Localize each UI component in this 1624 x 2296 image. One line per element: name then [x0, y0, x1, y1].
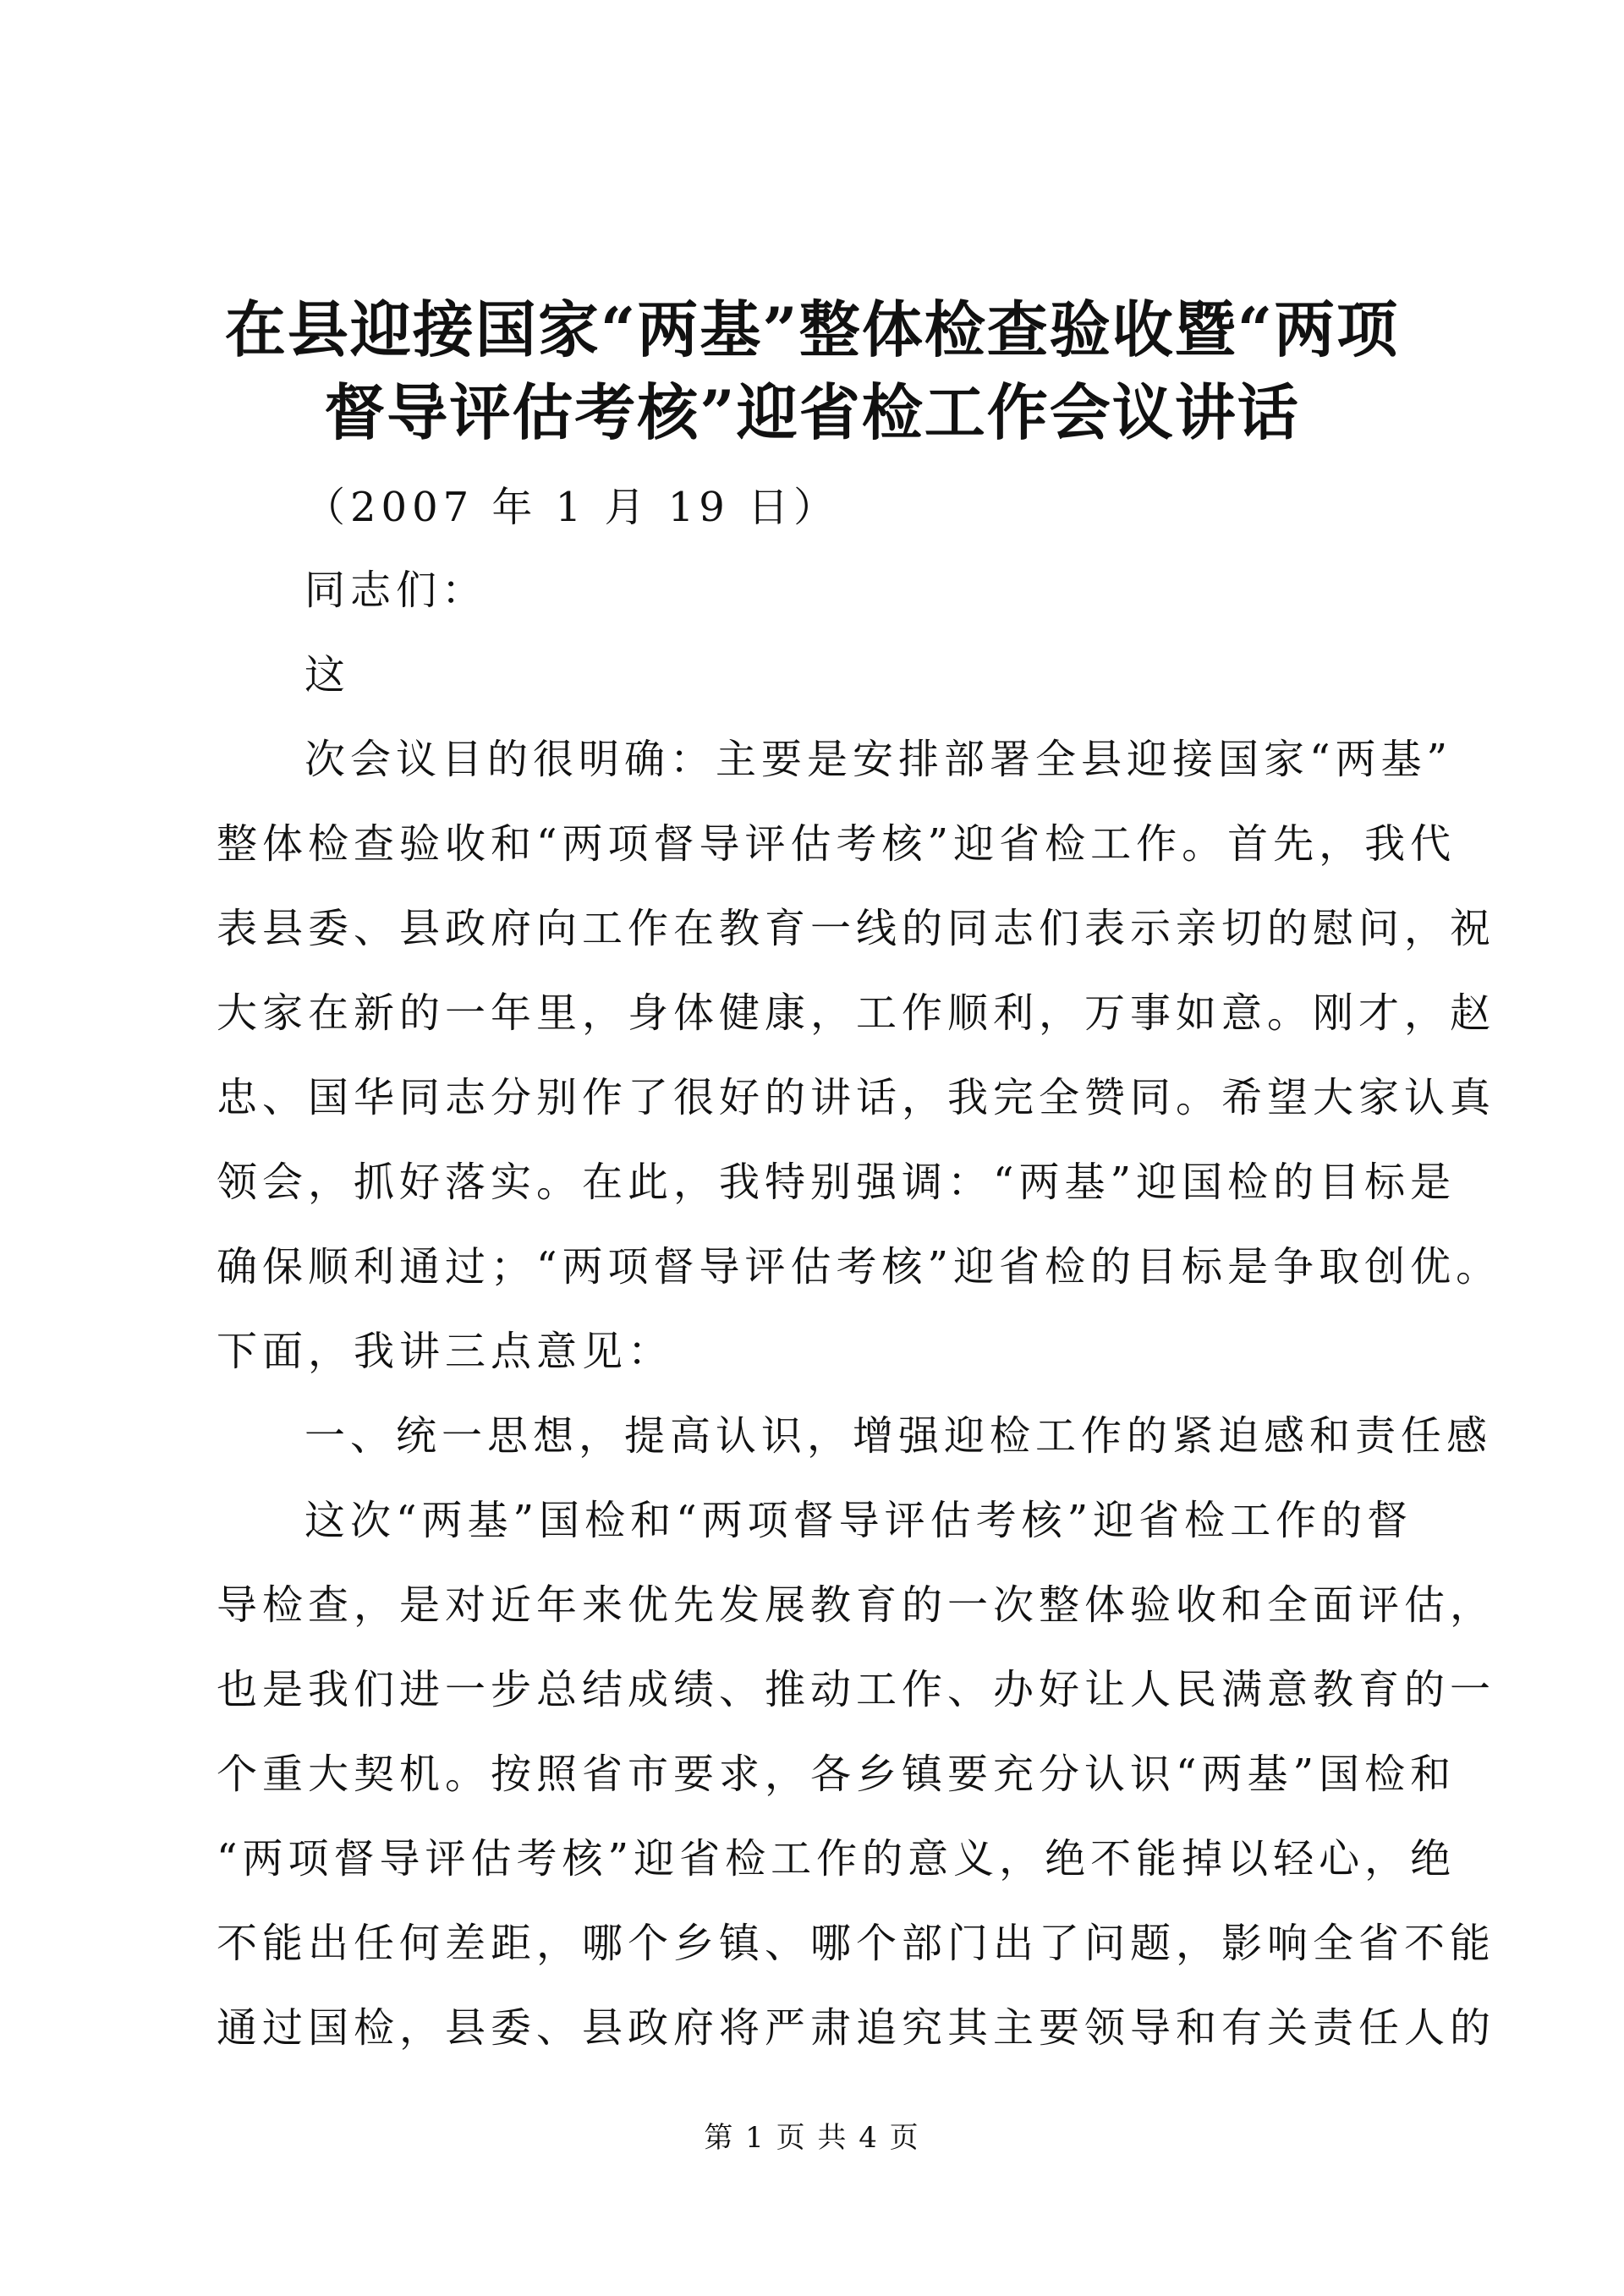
body-line: 整体检查验收和“两项督导评估考核”迎省检工作。首先，我代: [217, 820, 1457, 868]
body-line: 下面，我讲三点意见：: [217, 1328, 674, 1375]
body-line: 大家在新的一年里，身体健康，工作顺利，万事如意。刚才，赵: [217, 989, 1496, 1037]
body-line: “两项督导评估考核”迎省检工作的意义，绝不能掉以轻心，绝: [217, 1835, 1457, 1882]
page-footer: 第 1 页 共 4 页: [704, 2121, 920, 2155]
body-line: 领会，抓好落实。在此，我特别强调：“两基”迎国检的目标是: [217, 1159, 1457, 1206]
body-line: 次会议目的很明确：主要是安排部署全县迎接国家“两基”: [304, 736, 1453, 783]
body-line: 表县委、县政府向工作在教育一线的同志们表示亲切的慰问，祝: [217, 905, 1496, 952]
body-line: 忠、国华同志分别作了很好的讲话，我完全赞同。希望大家认真: [217, 1074, 1496, 1121]
body-line: 导检查，是对近年来优先发展教育的一次整体验收和全面评估，: [217, 1581, 1496, 1629]
body-line: 通过国检，县委、县政府将严肃追究其主要领导和有关责任人的: [217, 2004, 1496, 2052]
body-line: 这: [304, 651, 351, 699]
title-line-1: 在县迎接国家“两基”整体检查验收暨“两项: [224, 293, 1400, 365]
section-heading: 一、统一思想，提高认识，增强迎检工作的紧迫感和责任感: [304, 1412, 1493, 1460]
title-line-2: 督导评估考核”迎省检工作会议讲话: [324, 376, 1300, 448]
body-line: 不能出任何差距，哪个乡镇、哪个部门出了问题，影响全省不能: [217, 1920, 1496, 1967]
body-line: 也是我们进一步总结成绩、推动工作、办好让人民满意教育的一: [217, 1666, 1496, 1713]
date-line: （2007 年 1 月 19 日）: [304, 484, 840, 531]
body-line: 这次“两基”国检和“两项督导评估考核”迎省检工作的督: [304, 1497, 1413, 1544]
body-line: 个重大契机。按照省市要求，各乡镇要充分认识“两基”国检和: [217, 1751, 1457, 1798]
body-line: 确保顺利通过；“两项督导评估考核”迎省检的目标是争取创优。: [217, 1243, 1502, 1290]
salutation: 同志们：: [304, 567, 488, 614]
